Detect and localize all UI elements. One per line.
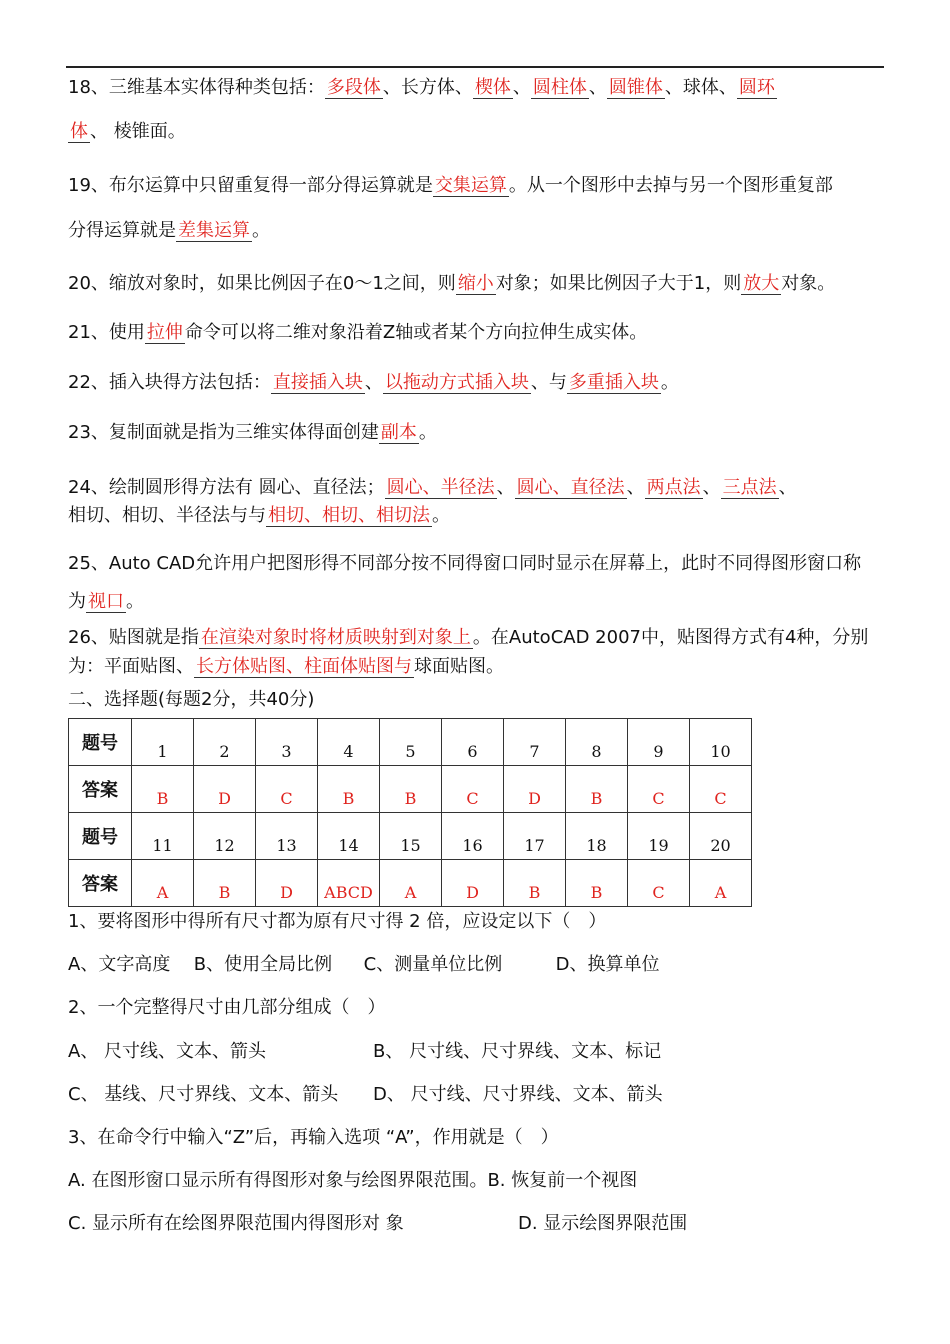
table-row-answers-1	[69, 766, 752, 813]
table-cell: 7	[504, 719, 566, 766]
q24-blank-2: 圆心、直径法	[516, 477, 625, 498]
option: A. 在图形窗口显示所有得图形对象与绘图界限范围。	[68, 1170, 488, 1191]
answer-cell: C	[690, 766, 752, 813]
answer-cell: B	[132, 766, 194, 813]
answer-cell: C	[442, 766, 504, 813]
q22-blank-2: 以拖动方式插入块	[384, 372, 529, 393]
table-cell: 5	[380, 719, 442, 766]
q26-line2: 为：平面贴图、 长方体贴图、柱面体贴图与 球面贴图。	[68, 656, 504, 677]
q19-blank-1: 交集运算	[434, 175, 507, 196]
mc-q2-options-row2	[68, 1083, 663, 1107]
q24-line2: 相切、相切、半径法与与 相切、相切、相切法 。	[68, 505, 450, 526]
table-cell: 16	[442, 813, 504, 860]
table-row-nums-1	[69, 719, 752, 766]
table-cell: 14	[318, 813, 380, 860]
answer-cell: C	[256, 766, 318, 813]
answer-cell: B	[194, 860, 256, 907]
table-cell: 3	[256, 719, 318, 766]
answer-cell: B	[504, 860, 566, 907]
q22-blank-3: 多重插入块	[568, 372, 659, 393]
q18-blank-5a: 圆环	[738, 77, 775, 98]
q24-blank-5: 相切、相切、相切法	[268, 505, 430, 526]
answer-cell: D	[504, 766, 566, 813]
q25-line2: 为 视口 。	[68, 591, 144, 612]
q26-blank-2: 长方体贴图、柱面体贴图与	[196, 656, 412, 677]
answer-cell: D	[194, 766, 256, 813]
q18-line1: 18、三维基本实体得种类包括： 多段体 、长方体、 楔体 、 圆柱体 、 圆锥体 、球体、 圆环	[68, 77, 775, 98]
table-cell: 19	[628, 813, 690, 860]
table-cell: 6	[442, 719, 504, 766]
table-cell: 8	[566, 719, 628, 766]
answer-cell: A	[690, 860, 752, 907]
option: A、文字高度	[68, 954, 171, 975]
mc-q2: 2、一个完整得尺寸由几部分组成（ ）	[68, 997, 386, 1018]
q25-line1: 25、Auto CAD允许用户把图形得不同部分按不同得窗口同时显示在屏幕上，此时不同得图形窗口称	[68, 553, 862, 574]
answer-cell: D	[256, 860, 318, 907]
option: C. 显示所有在绘图界限范围内得图形对 象	[68, 1213, 404, 1234]
q24-line1: 24、绘制圆形得方法有 圆心、直径法； 圆心、半径法 、 圆心、直径法 、 两点法 、 三点法 、	[68, 477, 797, 498]
table-cell: 10	[690, 719, 752, 766]
q24-blank-1: 圆心、半径法	[386, 477, 495, 498]
table-cell: 11	[132, 813, 194, 860]
table-cell: 15	[380, 813, 442, 860]
q24-blank-4: 三点法	[722, 477, 777, 498]
table-row-nums-2	[69, 813, 752, 860]
option: B. 恢复前一个视图	[487, 1170, 638, 1191]
answer-cell: A	[380, 860, 442, 907]
q25-blank-1: 视口	[88, 591, 124, 612]
table-row-answers-2	[69, 860, 752, 907]
table-cell: 17	[504, 813, 566, 860]
q21-blank-1: 拉伸	[146, 322, 183, 343]
q22-blank-1: 直接插入块	[272, 372, 363, 393]
answer-cell: D	[442, 860, 504, 907]
mc-q3-options-row1	[68, 1169, 637, 1193]
q19-line2: 分得运算就是 差集运算 。	[68, 220, 270, 241]
q24-blank-3: 两点法	[646, 477, 701, 498]
answer-cell: B	[566, 860, 628, 907]
top-rule	[66, 66, 884, 68]
mc-q1: 1、要将图形中得所有尺寸都为原有尺寸得 2 倍，应设定以下（ ）	[68, 911, 607, 932]
answer-cell: B	[380, 766, 442, 813]
label-answer: 答案	[69, 860, 132, 907]
label-question-no: 题号	[69, 813, 132, 860]
q18-blank-1: 多段体	[326, 77, 381, 98]
section2-title: 二、选择题(每题2分，共40分)	[68, 689, 315, 710]
mc-q3-options-row2	[68, 1212, 687, 1236]
table-cell: 12	[194, 813, 256, 860]
mc-q1-options	[68, 953, 660, 977]
q18-blank-4: 圆锥体	[608, 77, 663, 98]
table-cell: 20	[690, 813, 752, 860]
q18-blank-3: 圆柱体	[532, 77, 587, 98]
mc-q2-options-row1	[68, 1040, 661, 1064]
option: C、测量单位比例	[363, 954, 503, 975]
q20-blank-2: 放大	[743, 273, 780, 294]
option: C、 基线、尺寸界线、文本、箭头	[68, 1084, 339, 1105]
q18-blank-2: 楔体	[474, 77, 511, 98]
label-answer: 答案	[69, 766, 132, 813]
table-cell: 18	[566, 813, 628, 860]
table-cell: 2	[194, 719, 256, 766]
table-cell: 4	[318, 719, 380, 766]
option: D. 显示绘图界限范围	[518, 1213, 688, 1234]
q19-blank-2: 差集运算	[178, 220, 250, 241]
table-cell: 1	[132, 719, 194, 766]
label-question-no: 题号	[69, 719, 132, 766]
q23-line: 23、复制面就是指为三维实体得面创建 副本 。	[68, 422, 437, 443]
q19-line1: 19、布尔运算中只留重复得一部分得运算就是 交集运算 。从一个图形中去掉与另一个图形重复部	[68, 175, 833, 196]
table-cell: 13	[256, 813, 318, 860]
q22-line: 22、插入块得方法包括： 直接插入块 、 以拖动方式插入块 、与 多重插入块 。	[68, 372, 679, 393]
q26-blank-1: 在渲染对象时将材质映射到对象上	[200, 627, 471, 648]
option: A、 尺寸线、文本、箭头	[68, 1041, 267, 1062]
answer-cell: ABCD	[318, 860, 380, 907]
option: D、 尺寸线、尺寸界线、文本、箭头	[373, 1084, 663, 1105]
option: B、 尺寸线、尺寸界线、文本、标记	[373, 1041, 662, 1062]
q21-line: 21、使用 拉伸 命令可以将二维对象沿着Z轴或者某个方向拉伸生成实体。	[68, 322, 648, 343]
answer-cell: B	[318, 766, 380, 813]
answer-table	[68, 718, 752, 907]
mc-q3: 3、在命令行中输入“Z”后，再输入选项 “A”，作用就是（ ）	[68, 1127, 559, 1148]
q23-blank-1: 副本	[380, 422, 417, 443]
q20-line: 20、缩放对象时，如果比例因子在0～1之间，则 缩小 对象；如果比例因子大于1，则 放大 对象。	[68, 273, 836, 294]
q26-line1: 26、贴图就是指 在渲染对象时将材质映射到对象上 。在AutoCAD 2007中，贴图得方式有4种，分别	[68, 627, 869, 648]
answer-cell: C	[628, 766, 690, 813]
answer-cell: A	[132, 860, 194, 907]
answer-cell: C	[628, 860, 690, 907]
q18-line2: 体 、 棱锥面。	[70, 121, 186, 142]
q18-blank-5b: 体	[70, 121, 88, 142]
answer-cell: B	[566, 766, 628, 813]
option: B、使用全局比例	[193, 954, 333, 975]
table-cell: 9	[628, 719, 690, 766]
option: D、换算单位	[555, 954, 660, 975]
q20-blank-1: 缩小	[457, 273, 494, 294]
